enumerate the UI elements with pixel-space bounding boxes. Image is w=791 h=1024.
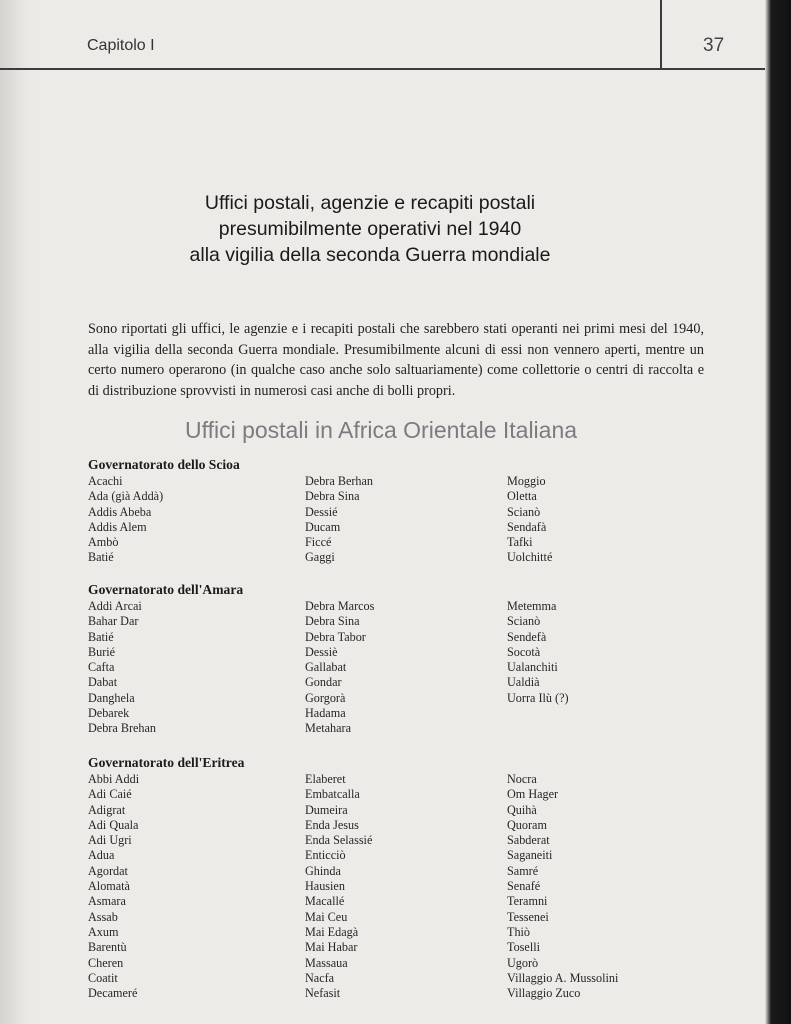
office-name: Alomatà — [88, 879, 130, 894]
office-name: Elaberet — [305, 772, 346, 786]
office-name: Adi Caié — [88, 787, 132, 802]
office-name: Addi Arcai — [88, 599, 142, 613]
office-name: Batié — [88, 629, 114, 644]
page-title — [150, 190, 590, 268]
office-name: Ficcé — [305, 535, 332, 550]
office-name: Quihà — [507, 802, 537, 817]
office-name: Debarek — [88, 706, 130, 721]
office-name: Mai Ceu — [305, 909, 348, 924]
intro-paragraph: Sono riportati gli uffici, le agenzie e i recapiti postali che sarebbero stati operanti nei primi mesi del 1940, alla vigilia della seconda Guerra mondiale. Presumibilmente alcuni di essi non vennero aperti, mentre un certo numero operarono (in qualche caso anche solo saltuariamente) come collettorie o centri di raccolta e di distribuzione sprovvisti in numerosi casi anche di bolli propri. — [88, 321, 704, 399]
office-list-column — [305, 772, 372, 1001]
office-list-column — [305, 599, 374, 737]
office-name: Dabat — [88, 675, 118, 690]
office-name: Axum — [88, 924, 119, 939]
office-name: Sabderat — [507, 833, 550, 848]
office-name: Hadama — [305, 706, 346, 721]
office-name: Macallé — [305, 894, 345, 909]
office-name: Debra Marcos — [305, 599, 375, 613]
binding-gutter-shadow — [0, 0, 36, 1024]
office-name: Oletta — [507, 489, 537, 504]
office-name: Samré — [507, 863, 539, 878]
office-name: Sendefà — [507, 629, 547, 644]
office-name: Adi Ugri — [88, 833, 132, 848]
office-name: Quoram — [507, 817, 547, 832]
office-list-column — [88, 772, 139, 1001]
office-name: Addis Abeba — [88, 504, 152, 519]
office-name: Socotà — [507, 644, 541, 659]
office-name: Uorra Ilù (?) — [507, 690, 569, 705]
office-name: Tessenei — [507, 909, 549, 924]
section-title: Uffici postali in Africa Orientale Italiana — [185, 417, 578, 443]
page-number: 37 — [703, 35, 725, 56]
office-name: Debra Tabor — [305, 629, 366, 644]
governorate-heading: Governatorato dello Scioa — [88, 457, 240, 472]
office-name: Gaggi — [305, 550, 335, 565]
office-name: Dumeira — [305, 802, 348, 817]
office-name: Ugorò — [507, 955, 539, 970]
office-name: Tafki — [507, 535, 533, 550]
office-name: Debra Sina — [305, 489, 360, 504]
office-name: Debra Sina — [305, 614, 360, 629]
office-name: Uolchitté — [507, 550, 553, 565]
office-name: Acachi — [88, 474, 123, 488]
office-name: Agordat — [88, 863, 128, 878]
office-name: Nefasit — [305, 986, 341, 1001]
office-name: Enticciò — [305, 848, 346, 863]
office-name: Enda Selassié — [305, 833, 373, 848]
office-list-column — [507, 599, 569, 706]
office-name: Scianò — [507, 614, 541, 629]
office-list-column — [88, 474, 163, 566]
office-name: Nacfa — [305, 970, 335, 985]
office-name: Ualdià — [507, 675, 540, 690]
office-name: Gondar — [305, 675, 342, 690]
office-name: Teramni — [507, 894, 548, 909]
governorate-heading: Governatorato dell'Eritrea — [88, 755, 245, 770]
office-name: Nocra — [507, 772, 537, 786]
office-name: Sendafà — [507, 519, 547, 534]
office-name: Adigrat — [88, 802, 126, 817]
office-name: Moggio — [507, 474, 546, 488]
office-name: Metahara — [305, 721, 352, 736]
office-name: Decameré — [88, 986, 138, 1001]
office-name: Ualanchiti — [507, 660, 558, 675]
office-name: Mai Habar — [305, 940, 358, 955]
office-name: Cheren — [88, 955, 124, 970]
office-name: Saganeiti — [507, 848, 553, 863]
office-list-column — [305, 474, 373, 566]
running-head: Capitolo I — [87, 37, 155, 54]
office-name: Gorgorà — [305, 690, 346, 705]
office-name: Thiò — [507, 924, 531, 939]
office-name: Debra Brehan — [88, 721, 157, 736]
office-name: Toselli — [507, 940, 540, 955]
page-title-line: presumibilmente operativi nel 1940 — [218, 218, 522, 240]
header-vertical-rule — [660, 0, 662, 69]
office-list-column — [88, 599, 156, 737]
office-name: Dessiè — [305, 644, 338, 659]
office-name: Danghela — [88, 690, 135, 705]
office-list-column — [507, 772, 618, 1001]
page-title-line: alla vigilia della seconda Guerra mondiale — [189, 244, 551, 266]
office-name: Ghinda — [305, 863, 341, 878]
office-name: Enda Jesus — [305, 817, 359, 832]
office-name: Asmara — [88, 894, 126, 909]
office-name: Scianò — [507, 504, 541, 519]
office-name: Ada (già Addà) — [88, 489, 164, 504]
page-title-line: Uffici postali, agenzie e recapiti postali — [204, 192, 536, 214]
office-name: Cafta — [88, 660, 115, 675]
office-name: Villaggio Zuco — [507, 986, 581, 1001]
office-name: Ducam — [305, 519, 341, 534]
office-name: Dessié — [305, 504, 338, 519]
office-name: Addis Alem — [88, 519, 147, 534]
office-name: Embatcalla — [305, 787, 360, 802]
office-name: Massaua — [305, 955, 348, 970]
office-name: Barentù — [88, 940, 127, 955]
office-name: Adi Quala — [88, 817, 139, 832]
office-list-column — [507, 474, 552, 566]
office-name: Hausien — [305, 879, 345, 894]
office-name: Adua — [88, 848, 115, 863]
office-name: Gallabat — [305, 660, 347, 675]
office-name: Burié — [88, 644, 116, 659]
office-name: Debra Berhan — [305, 474, 374, 488]
office-name: Mai Edagà — [305, 924, 359, 939]
office-name: Villaggio A. Mussolini — [507, 970, 619, 985]
governorate-heading: Governatorato dell'Amara — [88, 582, 244, 597]
header-rule — [0, 68, 765, 70]
office-name: Metemma — [507, 599, 557, 613]
office-name: Ambò — [88, 535, 119, 550]
page-edge-shadow — [765, 0, 791, 1024]
office-name: Coatit — [88, 970, 118, 985]
office-name: Om Hager — [507, 787, 559, 802]
office-name: Senafé — [507, 879, 541, 894]
office-name: Bahar Dar — [88, 614, 139, 629]
office-name: Batié — [88, 550, 114, 565]
office-name: Abbi Addi — [88, 772, 140, 786]
office-name: Assab — [88, 909, 118, 924]
